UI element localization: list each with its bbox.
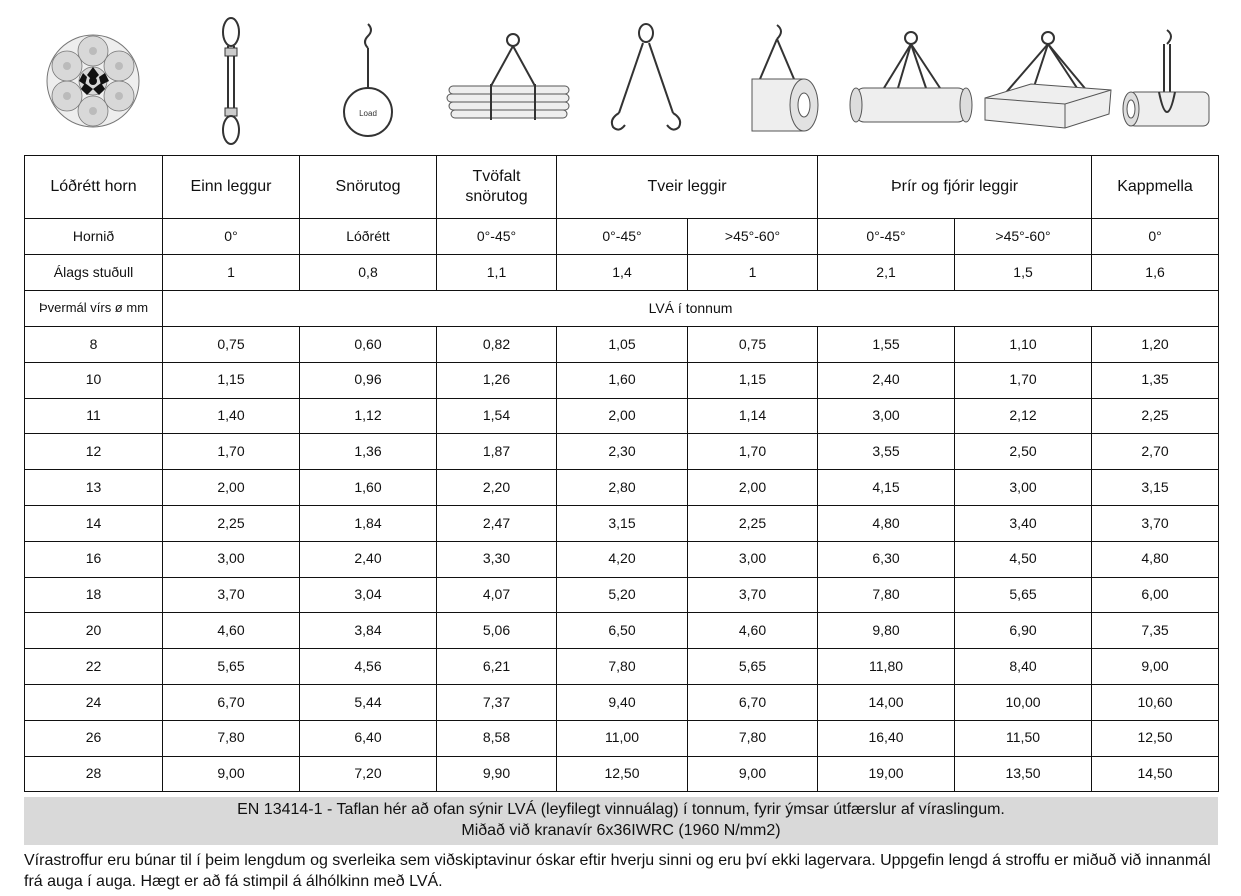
wll-cell: 7,80 xyxy=(818,577,955,613)
wll-cell: 9,80 xyxy=(818,613,955,649)
wll-cell: 2,00 xyxy=(688,470,818,506)
wll-cell: 1,15 xyxy=(688,362,818,398)
wll-cell: 1,05 xyxy=(557,327,688,363)
angle-cell: 0°-45° xyxy=(437,219,557,255)
wll-cell: 7,35 xyxy=(1092,613,1219,649)
standard-note xyxy=(24,797,1218,845)
angle-cell: Lóðrétt xyxy=(300,219,437,255)
table-row xyxy=(25,756,1219,792)
wll-cell: 1,70 xyxy=(163,434,300,470)
wll-cell: 1,70 xyxy=(688,434,818,470)
wire-sling-load-table xyxy=(24,155,1219,792)
angle-cell: Hornið xyxy=(25,219,163,255)
wll-cell: 3,00 xyxy=(955,470,1092,506)
wll-cell: 11,80 xyxy=(818,649,955,685)
wll-cell: 6,50 xyxy=(557,613,688,649)
header-basket: Kappmella xyxy=(1092,156,1219,219)
wll-cell: 0,96 xyxy=(300,362,437,398)
wll-cell: 4,20 xyxy=(557,541,688,577)
wll-cell: 1,84 xyxy=(300,505,437,541)
header-three-four-legs: Þrír og fjórir leggir xyxy=(818,156,1092,219)
double-choker-sling-icon xyxy=(436,10,581,152)
wll-cell: 4,80 xyxy=(818,505,955,541)
wll-cell: 9,00 xyxy=(1092,649,1219,685)
wll-cell: 14,00 xyxy=(818,684,955,720)
diameter-cell: 22 xyxy=(25,649,163,685)
wll-cell: 8,40 xyxy=(955,649,1092,685)
wll-cell: 5,06 xyxy=(437,613,557,649)
wll-cell: 5,65 xyxy=(955,577,1092,613)
wll-cell: 9,00 xyxy=(688,756,818,792)
diameter-cell: 14 xyxy=(25,505,163,541)
wll-cell: 3,04 xyxy=(300,577,437,613)
table-row xyxy=(25,541,1219,577)
wll-cell: 2,80 xyxy=(557,470,688,506)
angle-cell: >45°-60° xyxy=(955,219,1092,255)
three-four-leg-sling-icon xyxy=(842,10,979,152)
table-row xyxy=(25,398,1219,434)
wll-cell: 1,14 xyxy=(688,398,818,434)
factor-cell: 1,5 xyxy=(955,255,1092,291)
wll-cell: 16,40 xyxy=(818,720,955,756)
wll-cell: 10,00 xyxy=(955,684,1092,720)
wll-cell: 1,87 xyxy=(437,434,557,470)
table-row xyxy=(25,362,1219,398)
wll-cell: 4,15 xyxy=(818,470,955,506)
wll-cell: 1,20 xyxy=(1092,327,1219,363)
factor-cell: Álags stuðull xyxy=(25,255,163,291)
diameter-cell: 11 xyxy=(25,398,163,434)
wll-cell: 2,40 xyxy=(300,541,437,577)
factor-cell: 1,1 xyxy=(437,255,557,291)
wll-cell: 1,12 xyxy=(300,398,437,434)
wll-cell: 1,26 xyxy=(437,362,557,398)
wll-cell: 4,60 xyxy=(688,613,818,649)
wll-cell: 4,60 xyxy=(163,613,300,649)
wll-cell: 3,70 xyxy=(688,577,818,613)
wll-cell: 6,90 xyxy=(955,613,1092,649)
angle-cell: 0° xyxy=(163,219,300,255)
wll-cell: 3,70 xyxy=(1092,505,1219,541)
wll-cell: 3,55 xyxy=(818,434,955,470)
four-leg-plate-sling-icon xyxy=(979,10,1116,152)
diameter-cell: 12 xyxy=(25,434,163,470)
choker-sling-icon xyxy=(299,10,436,152)
table-row xyxy=(25,649,1219,685)
diameter-cell: 13 xyxy=(25,470,163,506)
wll-cell: 1,15 xyxy=(163,362,300,398)
wll-cell: 1,35 xyxy=(1092,362,1219,398)
diameter-cell: 10 xyxy=(25,362,163,398)
table-row xyxy=(25,434,1219,470)
angle-cell: 0° xyxy=(1092,219,1219,255)
wll-cell: 6,30 xyxy=(818,541,955,577)
wll-cell: 5,65 xyxy=(688,649,818,685)
wll-cell: 0,75 xyxy=(688,327,818,363)
wll-cell: 2,70 xyxy=(1092,434,1219,470)
wll-cell: 1,60 xyxy=(300,470,437,506)
wll-cell: 3,00 xyxy=(163,541,300,577)
wll-cell: 2,00 xyxy=(163,470,300,506)
wll-cell: 6,21 xyxy=(437,649,557,685)
wll-cell: 2,50 xyxy=(955,434,1092,470)
diameter-label: Þvermál vírs ø mm xyxy=(25,291,163,327)
angle-cell: 0°-45° xyxy=(557,219,688,255)
header-double-choker: Tvöfalt snörutog xyxy=(437,156,557,219)
wll-cell: 6,40 xyxy=(300,720,437,756)
wll-cell: 6,70 xyxy=(163,684,300,720)
wll-cell: 2,00 xyxy=(557,398,688,434)
wll-cell: 3,84 xyxy=(300,613,437,649)
table-row xyxy=(25,327,1219,363)
diameter-cell: 16 xyxy=(25,541,163,577)
wll-cell: 3,00 xyxy=(818,398,955,434)
wll-cell: 7,80 xyxy=(557,649,688,685)
header-two-legs: Tveir leggir xyxy=(557,156,818,219)
wll-cell: 1,40 xyxy=(163,398,300,434)
wire-cross-section-icon xyxy=(24,10,162,152)
wll-cell: 12,50 xyxy=(557,756,688,792)
wll-cell: 8,58 xyxy=(437,720,557,756)
wll-cell: 5,65 xyxy=(163,649,300,685)
factor-cell: 1,6 xyxy=(1092,255,1219,291)
note-line-2: Miðað við kranavír 6x36IWRC (1960 N/mm2) xyxy=(461,822,781,839)
diameter-cell: 24 xyxy=(25,684,163,720)
factor-cell: 1 xyxy=(688,255,818,291)
table-row xyxy=(25,505,1219,541)
factor-cell: 1,4 xyxy=(557,255,688,291)
wll-cell: 2,20 xyxy=(437,470,557,506)
wll-cell: 2,25 xyxy=(1092,398,1219,434)
wll-cell: 12,50 xyxy=(1092,720,1219,756)
wll-cell: 2,25 xyxy=(163,505,300,541)
two-leg-basket-sling-icon xyxy=(711,10,842,152)
wll-cell: 3,00 xyxy=(688,541,818,577)
factor-cell: 0,8 xyxy=(300,255,437,291)
wll-cell: 6,70 xyxy=(688,684,818,720)
factor-cell: 2,1 xyxy=(818,255,955,291)
diameter-cell: 8 xyxy=(25,327,163,363)
wll-cell: 5,44 xyxy=(300,684,437,720)
header-single-leg: Einn leggur xyxy=(163,156,300,219)
table-row xyxy=(25,577,1219,613)
angle-cell: >45°-60° xyxy=(688,219,818,255)
basket-sling-icon xyxy=(1116,10,1218,152)
wll-cell: 0,60 xyxy=(300,327,437,363)
wll-cell: 11,50 xyxy=(955,720,1092,756)
table-row xyxy=(25,684,1219,720)
wll-cell: 4,50 xyxy=(955,541,1092,577)
wll-cell: 0,82 xyxy=(437,327,557,363)
wll-cell: 2,47 xyxy=(437,505,557,541)
wll-cell: 1,70 xyxy=(955,362,1092,398)
wll-cell: 3,15 xyxy=(557,505,688,541)
load-label: Load xyxy=(358,109,377,118)
angle-cell: 0°-45° xyxy=(818,219,955,255)
wll-cell: 14,50 xyxy=(1092,756,1219,792)
angle-row xyxy=(25,219,1219,255)
header-vertical-angle: Lóðrétt horn xyxy=(25,156,163,219)
wll-cell: 9,40 xyxy=(557,684,688,720)
wll-cell: 4,07 xyxy=(437,577,557,613)
wll-cell: 1,36 xyxy=(300,434,437,470)
table-row xyxy=(25,470,1219,506)
note-line-1: EN 13414-1 - Taflan hér að ofan sýnir LVÁ (leyfilegt vinnuálag) í tonnum, fyrir ýmsar útfærslur af víraslingum. xyxy=(237,801,1005,818)
sling-icons-strip xyxy=(24,10,1218,152)
wll-cell: 4,56 xyxy=(300,649,437,685)
wll-cell: 1,60 xyxy=(557,362,688,398)
wll-cell: 11,00 xyxy=(557,720,688,756)
wll-cell: 3,30 xyxy=(437,541,557,577)
wll-cell: 9,90 xyxy=(437,756,557,792)
table-row xyxy=(25,613,1219,649)
wll-cell: 13,50 xyxy=(955,756,1092,792)
diameter-cell: 28 xyxy=(25,756,163,792)
wll-cell: 7,80 xyxy=(688,720,818,756)
factor-row xyxy=(25,255,1219,291)
diameter-cell: 26 xyxy=(25,720,163,756)
wll-cell: 7,37 xyxy=(437,684,557,720)
wll-cell: 3,70 xyxy=(163,577,300,613)
wll-unit-label: LVÁ í tonnum xyxy=(163,291,1219,327)
wll-cell: 5,20 xyxy=(557,577,688,613)
wll-cell: 2,30 xyxy=(557,434,688,470)
single-leg-sling-icon xyxy=(162,10,299,152)
wll-cell: 10,60 xyxy=(1092,684,1219,720)
wll-cell: 6,00 xyxy=(1092,577,1219,613)
unit-row xyxy=(25,291,1219,327)
header-row xyxy=(25,156,1219,219)
wll-cell: 2,40 xyxy=(818,362,955,398)
wll-cell: 1,54 xyxy=(437,398,557,434)
header-choker: Snörutog xyxy=(300,156,437,219)
table-row xyxy=(25,720,1219,756)
wll-cell: 19,00 xyxy=(818,756,955,792)
wll-cell: 7,80 xyxy=(163,720,300,756)
wll-cell: 2,25 xyxy=(688,505,818,541)
wll-cell: 2,12 xyxy=(955,398,1092,434)
diameter-cell: 18 xyxy=(25,577,163,613)
wll-cell: 9,00 xyxy=(163,756,300,792)
wll-cell: 7,20 xyxy=(300,756,437,792)
wll-cell: 1,55 xyxy=(818,327,955,363)
two-leg-sling-icon xyxy=(581,10,711,152)
wll-cell: 1,10 xyxy=(955,327,1092,363)
wll-cell: 3,40 xyxy=(955,505,1092,541)
wll-cell: 0,75 xyxy=(163,327,300,363)
diameter-cell: 20 xyxy=(25,613,163,649)
factor-cell: 1 xyxy=(163,255,300,291)
wll-cell: 3,15 xyxy=(1092,470,1219,506)
footer-text: Vírastroffur eru búnar til í þeim lengdum og sverleika sem viðskiptavinur óskar eftir hverju sinni og eru því ekki lagervara. Uppgefin lengd á stroffu er miðuð við innanmál frá auga í auga. Hægt er að fá stimpil á álhólkinn með LVÁ. xyxy=(24,852,1211,890)
wll-cell: 4,80 xyxy=(1092,541,1219,577)
